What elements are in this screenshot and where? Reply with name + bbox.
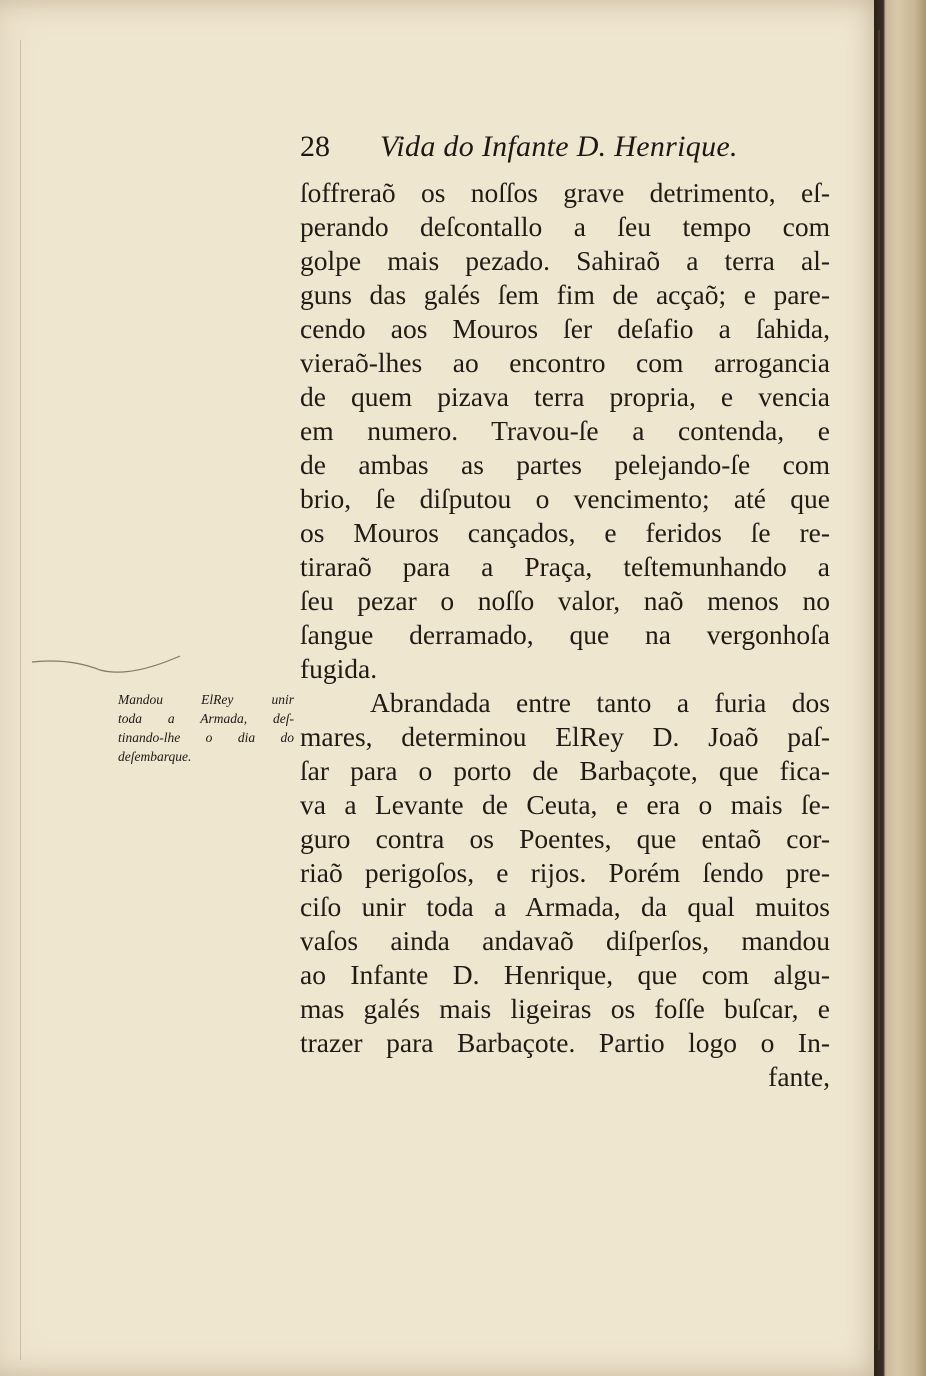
- text-line: perando deſcontallo a ſeu tempo com: [300, 211, 830, 242]
- text-line: de quem pizava terra propria, e vencia: [300, 381, 830, 412]
- text-line: fugida.: [300, 653, 378, 684]
- text-line: guro contra os Poentes, que entaõ cor-: [300, 823, 830, 854]
- catchword: fante,: [768, 1061, 830, 1092]
- text-line: vieraõ-lhes ao encontro com arrogancia: [300, 347, 830, 378]
- text-line: mas galés mais ligeiras os foſſe buſcar, e: [300, 993, 830, 1024]
- main-text-block: [300, 176, 830, 1094]
- text-line: ſar para o porto de Barbaçote, que fica-: [300, 755, 830, 786]
- binding-shadow: [878, 30, 880, 1350]
- page-number: 28: [300, 130, 330, 163]
- text-line: cendo aos Mouros ſer deſafio a ſahida,: [300, 313, 830, 344]
- text-line: riaõ perigoſos, e rijos. Porém ſendo pre-: [300, 857, 830, 888]
- text-line: ſoffreraõ os noſſos grave detrimento, eſ-: [300, 177, 830, 208]
- running-header: [300, 128, 840, 172]
- marginal-note: [118, 690, 294, 766]
- book-page-edge: [874, 0, 926, 1376]
- text-line: va a Levante de Ceuta, e era o mais ſe-: [300, 789, 830, 820]
- text-line: em numero. Travou-ſe a contenda, e: [300, 415, 830, 446]
- text-line: vaſos ainda andavaõ diſperſos, mandou: [300, 925, 830, 956]
- text-line: ao Infante D. Henrique, que com algu-: [300, 959, 830, 990]
- text-line: golpe mais pezado. Sahiraõ a terra al-: [300, 245, 830, 276]
- page-fold-line: [20, 40, 21, 1360]
- text-line: tiraraõ para a Praça, teſtemunhando a: [300, 551, 830, 582]
- text-line: ciſo unir toda a Armada, da qual muitos: [300, 891, 830, 922]
- text-line: de ambas as partes pelejando-ſe com: [300, 449, 830, 480]
- marginal-note-line: Mandou ElRey unir: [118, 692, 294, 707]
- text-line: guns das galés ſem fim de acçaõ; e pare-: [300, 279, 830, 310]
- text-line: ſeu pezar o noſſo valor, naõ menos no: [300, 585, 830, 616]
- text-line: trazer para Barbaçote. Partio logo o In-: [300, 1027, 830, 1058]
- text-line: mares, determinou ElRey D. Joaõ paſ-: [300, 721, 830, 752]
- running-title: Vida do Infante D. Henrique.: [380, 130, 738, 163]
- pen-stroke-mark: [30, 640, 190, 680]
- text-line: os Mouros cançados, e feridos ſe re-: [300, 517, 830, 548]
- marginal-note-line: tinando-lhe o dia do: [118, 730, 294, 745]
- text-line: ſangue derramado, que na vergonhoſa: [300, 619, 830, 650]
- paragraph-start-line: Abrandada entre tanto a furia dos: [370, 687, 830, 718]
- text-line: brio, ſe diſputou o vencimento; até que: [300, 483, 830, 514]
- marginal-note-line: deſembarque.: [118, 749, 192, 764]
- marginal-note-line: toda a Armada, deſ-: [118, 711, 294, 726]
